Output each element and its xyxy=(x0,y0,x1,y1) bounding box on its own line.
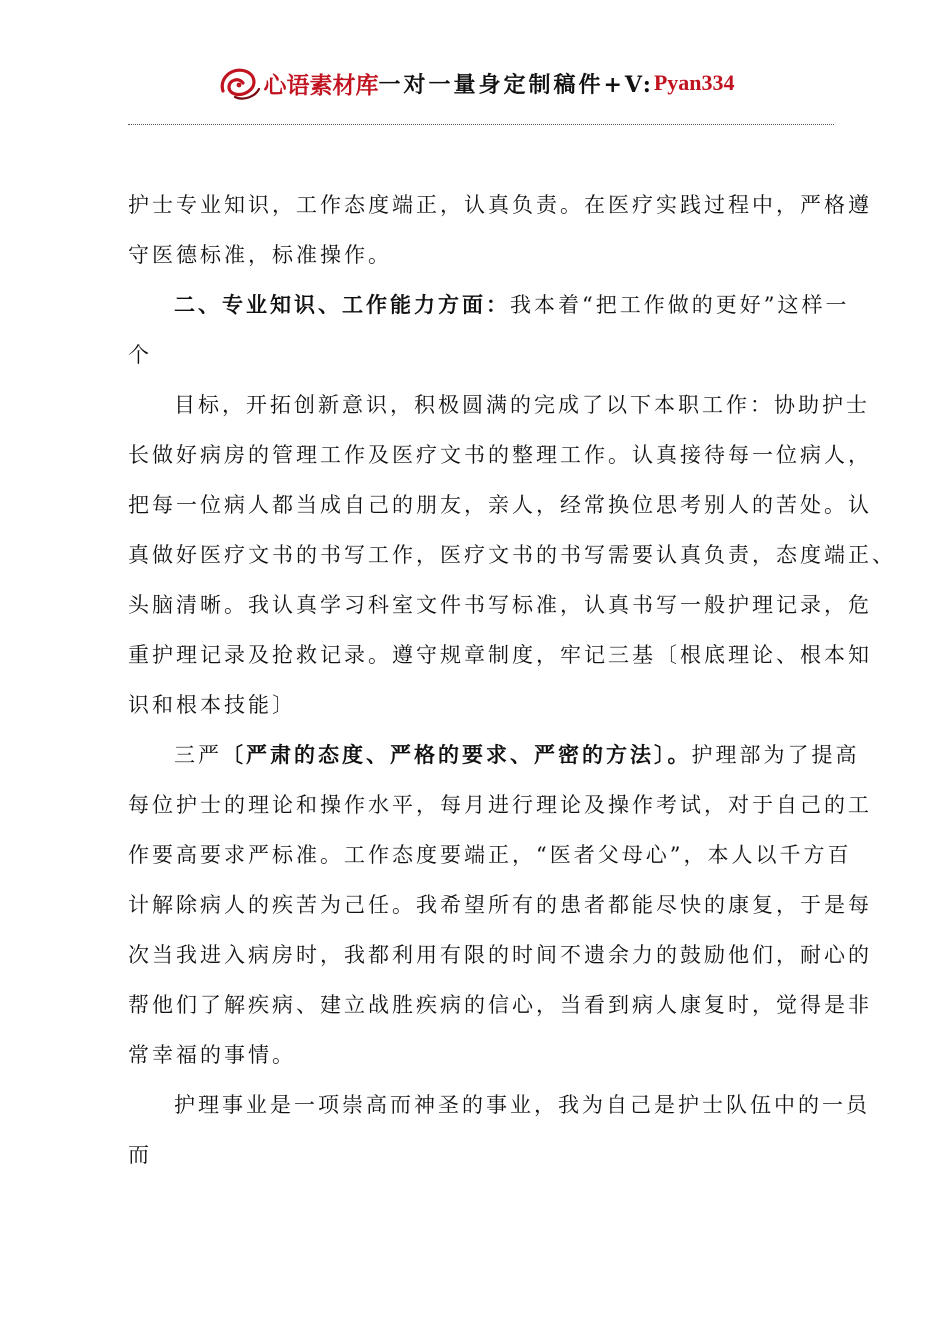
contact-id: Pyan334 xyxy=(653,70,735,95)
text-span: 护理部为了提高 xyxy=(691,743,860,767)
text-line: 目标，开拓创新意识，积极圆满的完成了以下本职工作：协助护士 xyxy=(174,393,870,417)
text-line: 每位护士的理论和操作水平，每月进行理论及操作考试，对于自己的工 xyxy=(128,793,872,817)
text-span: 三严 xyxy=(174,743,222,767)
section-heading: 〔严肃的态度、严格的要求、严密的方法〕。 xyxy=(222,742,692,767)
text-line: 计解除病人的疾苦为己任。我希望所有的患者都能尽快的康复，于是每 xyxy=(128,893,872,917)
text-line: 护理事业是一项崇高而神圣的事业，我为自己是护士队伍中的一员 xyxy=(174,1093,870,1117)
text-line: 次当我进入病房时，我都利用有限的时间不遗余力的鼓励他们，耐心的 xyxy=(128,943,872,967)
text-span: 我本着“把工作做的更好”这样一 xyxy=(510,293,850,317)
section-heading: 二、专业知识、工作能力方面： xyxy=(174,292,510,317)
page-header xyxy=(0,58,950,108)
text-line: 长做好病房的管理工作及医疗文书的整理工作。认真接待每一位病人， xyxy=(128,443,872,467)
text-line: 而 xyxy=(128,1143,152,1167)
red-swirl-logo-icon xyxy=(215,63,261,103)
text-line: 真做好医疗文书的书写工作，医疗文书的书写需要认真负责，态度端正、 xyxy=(128,543,896,567)
header-tagline: 一对一量身定制稿件+V: xyxy=(378,71,654,98)
section-heading-line xyxy=(128,730,860,780)
text-line: 重护理记录及抢救记录。遵守规章制度，牢记三基〔根底理论、根本知 xyxy=(128,643,872,667)
text-line: 护士专业知识，工作态度端正，认真负责。在医疗实践过程中，严格遵 xyxy=(128,193,872,217)
header-divider xyxy=(128,124,834,125)
text-line: 帮他们了解疾病、建立战胜疾病的信心，当看到病人康复时，觉得是非 xyxy=(128,993,872,1017)
text-line: 守医德标准，标准操作。 xyxy=(128,243,392,267)
text-line: 把每一位病人都当成自己的朋友，亲人，经常换位思考别人的苦处。认 xyxy=(128,493,872,517)
section-heading-line xyxy=(128,280,850,330)
text-line: 常幸福的事情。 xyxy=(128,1043,296,1067)
text-line: 个 xyxy=(128,343,152,367)
document-body xyxy=(128,180,896,1180)
brand-name: 心语素材库 xyxy=(263,71,379,99)
text-line: 识和根本技能〕 xyxy=(128,693,296,717)
text-line: 作要高要求严标准。工作态度要端正，“医者父母心”，本人以千方百 xyxy=(128,843,852,867)
text-line: 头脑清晰。我认真学习科室文件书写标准，认真书写一般护理记录，危 xyxy=(128,593,872,617)
